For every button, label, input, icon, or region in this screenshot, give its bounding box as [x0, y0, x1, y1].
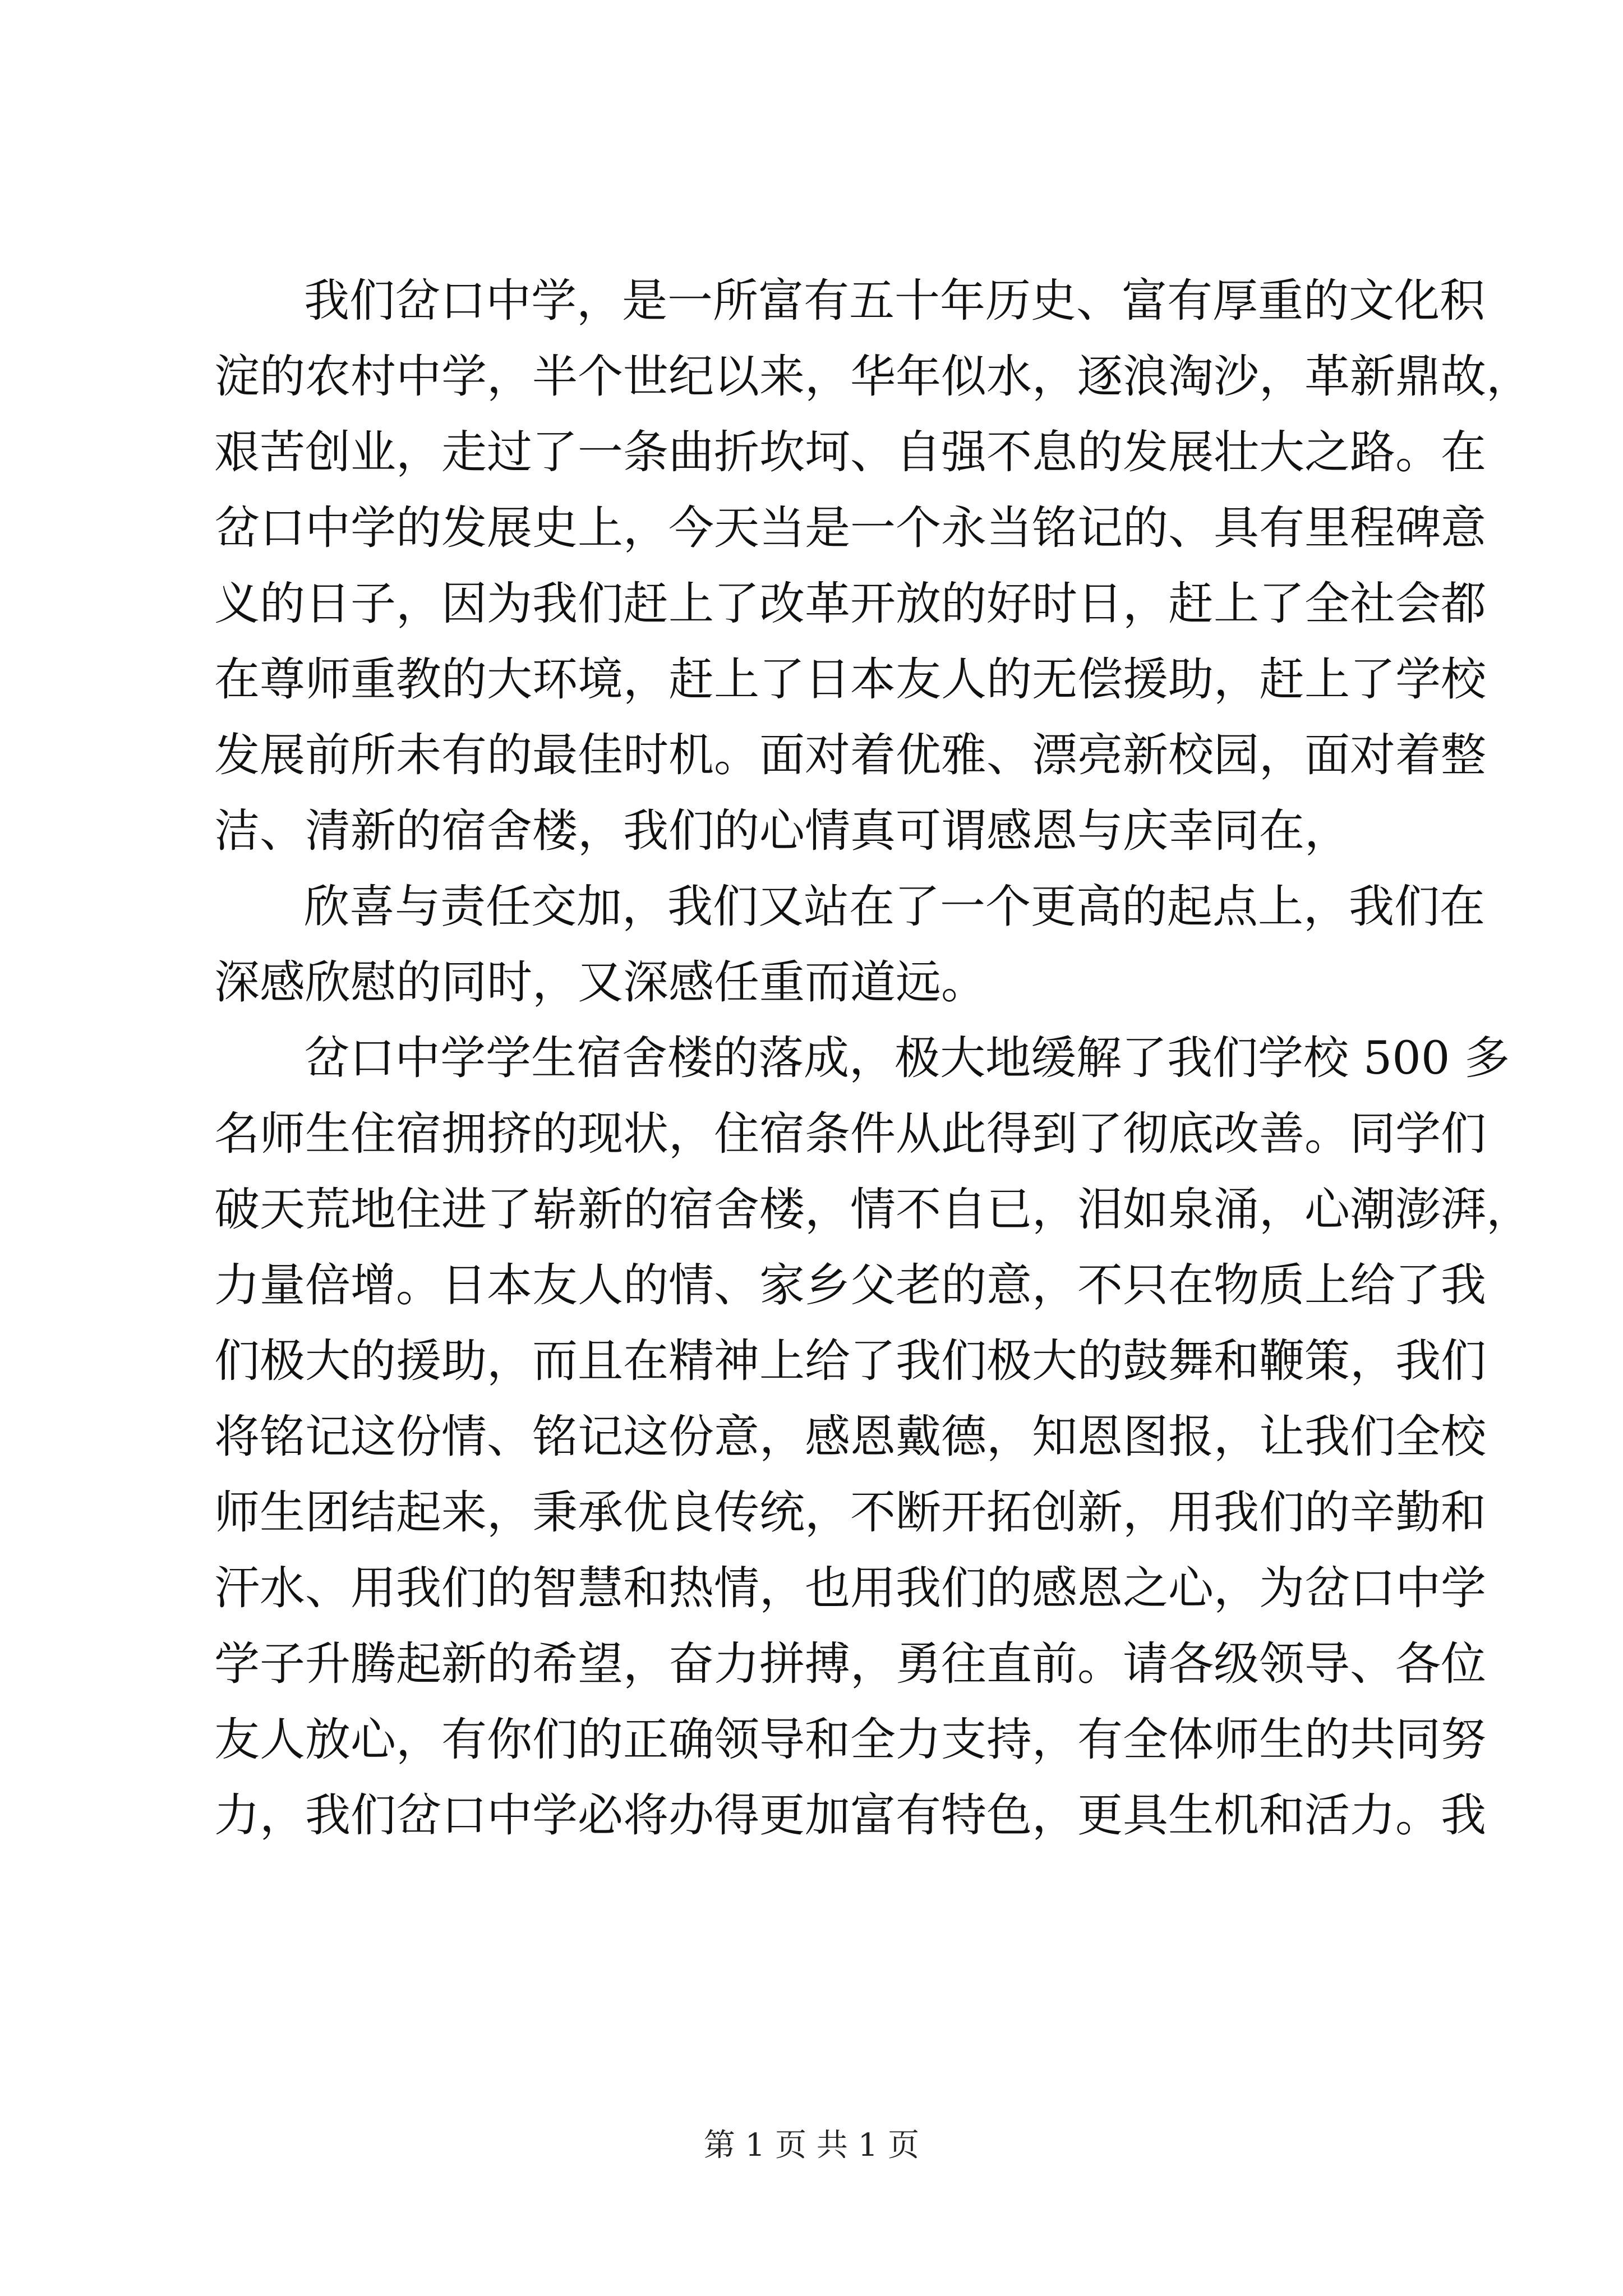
- page-number-label: 第 1 页 共 1 页: [703, 2127, 920, 2164]
- text-line: 名师生住宿拥挤的现状，住宿条件从此得到了彻底改善。同学们: [214, 1108, 1487, 1161]
- page-footer: [0, 2126, 1623, 2165]
- text-line: 们极大的援助，而且在精神上给了我们极大的鼓舞和鞭策，我们: [214, 1335, 1487, 1388]
- text-line: 将铭记这份情、铭记这份意，感恩戴德，知恩图报，让我们全校: [214, 1411, 1487, 1464]
- text-line: 师生团结起来，秉承优良传统，不断开拓创新，用我们的辛勤和: [214, 1487, 1487, 1539]
- text-line: 学子升腾起新的希望，奋力拼搏，勇往直前。请各级领导、各位: [214, 1638, 1487, 1691]
- text-line: 洁、清新的宿舍楼，我们的心情真可谓感恩与庆幸同在，: [214, 805, 1350, 858]
- text-line: 岔口中学学生宿舍楼的落成，极大地缓解了我们学校 500 多: [304, 1032, 1510, 1085]
- document-body: [214, 264, 1532, 1854]
- text-line: 我们岔口中学，是一所富有五十年历史、富有厚重的文化积: [304, 275, 1486, 328]
- text-line: 力量倍增。日本友人的情、家乡父老的意，不只在物质上给了我: [214, 1259, 1487, 1312]
- text-line: 岔口中学的发展史上，今天当是一个永当铭记的、具有里程碑意: [214, 502, 1487, 555]
- text-line: 破天荒地住进了崭新的宿舍楼，情不自已，泪如泉涌，心潮澎湃，: [214, 1184, 1532, 1236]
- text-line: 深感欣慰的同时，又深感任重而道远。: [214, 956, 987, 1009]
- text-line: 汗水、用我们的智慧和热情，也用我们的感恩之心，为岔口中学: [214, 1562, 1487, 1615]
- text-line: 发展前所未有的最佳时机。面对着优雅、漂亮新校园，面对着整: [214, 729, 1487, 782]
- text-line: 艰苦创业，走过了一条曲折坎坷、自强不息的发展壮大之路。在: [214, 426, 1487, 479]
- text-line: 在尊师重教的大环境，赶上了日本友人的无偿援助，赶上了学校: [214, 654, 1487, 706]
- text-line: 欣喜与责任交加，我们又站在了一个更高的起点上，我们在: [304, 881, 1486, 933]
- text-line: 义的日子，因为我们赶上了改革开放的好时日，赶上了全社会都: [214, 578, 1487, 631]
- paragraph-3: [214, 1021, 1532, 1854]
- text-line: 淀的农村中学，半个世纪以来，华年似水，逐浪淘沙，革新鼎故，: [214, 351, 1532, 403]
- text-line: 力，我们岔口中学必将办得更加富有特色，更具生机和活力。我: [214, 1789, 1487, 1842]
- paragraph-2: [214, 869, 1486, 1021]
- text-line: 友人放心，有你们的正确领导和全力支持，有全体师生的共同努: [214, 1714, 1487, 1766]
- paragraph-1: [214, 264, 1532, 869]
